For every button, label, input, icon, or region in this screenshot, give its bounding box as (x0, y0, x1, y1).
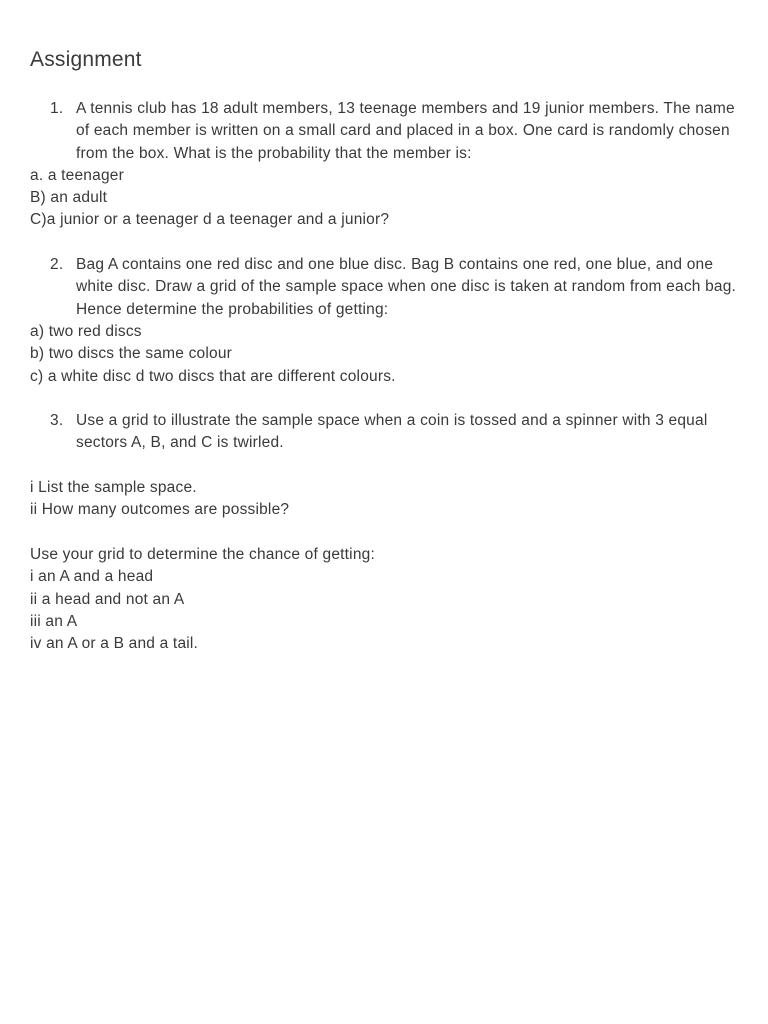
question-part: ii How many outcomes are possible? (30, 501, 290, 519)
question-text: A tennis club has 18 adult members, 13 teenage members and 19 junior members. The name of each member is written on a small card and placed in a box. One card is randomly chosen from the box. What is the probability that the member is: (76, 100, 735, 162)
question-1 (30, 98, 738, 165)
question-part: a. a teenager (30, 166, 124, 184)
spacer (30, 455, 738, 477)
question-part: b) two discs the same colour (30, 345, 233, 363)
question-text: Bag A contains one red disc and one blue disc. Bag B contains one red, one blue, and one white disc. Draw a grid of the sample space when one disc is taken at random from each bag. Hence determine the probabilities of getting: (76, 256, 737, 318)
spacer (30, 522, 738, 544)
question-2 (30, 254, 738, 321)
question-part: C)a junior or a teenager d a teenager and a junior? (30, 211, 390, 229)
question-part: B) an adult (30, 189, 108, 207)
question-part: c) a white disc d two discs that are different colours. (30, 367, 396, 385)
question-part: ii a head and not an A (30, 590, 185, 608)
page-title: Assignment (30, 48, 142, 71)
question-part: iii an A (30, 612, 78, 630)
question-part: a) two red discs (30, 322, 142, 340)
spacer (30, 388, 738, 410)
spacer (30, 232, 738, 254)
assignment-body (30, 98, 738, 655)
question-part: i an A and a head (30, 568, 154, 586)
question-part: i List the sample space. (30, 479, 197, 497)
question-instruction: Use your grid to determine the chance of getting: (30, 545, 375, 563)
question-number: 3. (50, 412, 64, 430)
question-number: 2. (50, 256, 64, 274)
question-part: iv an A or a B and a tail. (30, 635, 199, 653)
question-3 (30, 410, 738, 455)
question-text: Use a grid to illustrate the sample space when a coin is tossed and a spinner with 3 equal sectors A, B, and C is twirled. (76, 412, 708, 452)
question-number: 1. (50, 100, 64, 117)
